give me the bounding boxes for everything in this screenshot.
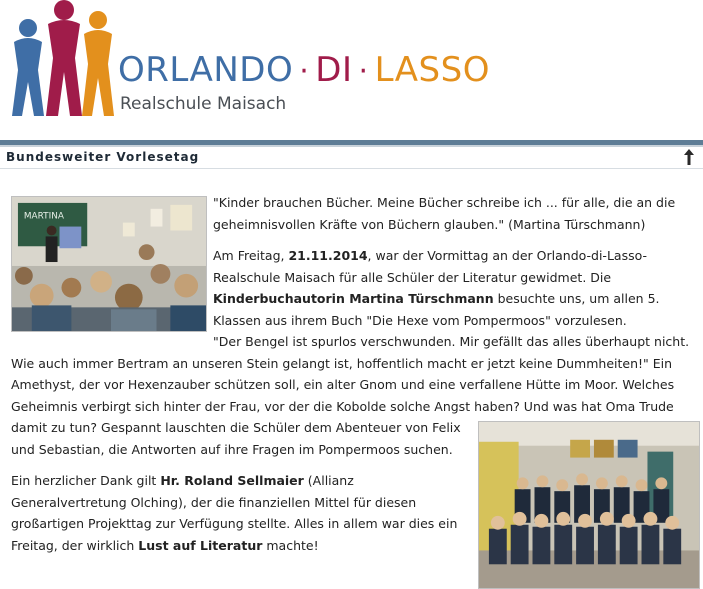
logo-word-orlando: ORLANDO	[118, 50, 294, 90]
school-name-logo[interactable]	[118, 48, 490, 92]
school-logo-figures-icon[interactable]	[8, 0, 116, 120]
logo-separator: ·	[299, 54, 310, 89]
author-quote: "Kinder brauchen Bücher. Meine Bücher schreibe ich ... für alle, die an die geheimnisvollen Kräfte von Büchern glauben." (Martina Türschmann)	[213, 195, 676, 232]
event-date: 21.11.2014	[288, 248, 368, 263]
site-header	[0, 0, 703, 140]
group-photo[interactable]	[478, 421, 700, 589]
text: besuchte uns, um allen 5. Klassen aus ihrem Buch "Die Hexe vom Pompermoos" vorzulesen.	[213, 291, 660, 328]
text: machte!	[262, 537, 319, 553]
sponsor-name: Hr. Roland Sellmaier	[160, 473, 304, 488]
book-excerpt: "Der Bengel ist spurlos verschwunden. Mir gefällt das alles überhaupt nicht. Wie auch immer Bertram an unseren Stein gelangt ist, hoffentlich macht er jetzt keine Dummheiten!" Ein Amethyst, der vor Hexenzauber schützen soll, ein alter Gnom und eine verfallene Hütte im Moor. Welches Geheimnis verbirgt sich hinter der Frau, vor der die Kobolde solche Angst haben? Und was hat Oma Trude damit zu tun?	[11, 334, 690, 435]
section-bar-highlight	[0, 145, 703, 147]
author-reading-photo[interactable]	[11, 196, 207, 332]
text: Ein herzlicher Dank gilt	[11, 473, 161, 488]
school-subtitle: Realschule Maisach	[120, 94, 287, 114]
section-title: Bundesweiter Vorlesetag	[6, 150, 200, 164]
text: Am Freitag,	[213, 248, 289, 263]
board-text: MARTINA	[23, 211, 64, 222]
logo-word-di: DI	[315, 50, 353, 90]
logo-separator: ·	[358, 54, 369, 89]
article-body	[11, 192, 701, 589]
arrow-up-icon[interactable]	[683, 148, 695, 166]
highlight-phrase: Lust auf Literatur	[138, 537, 263, 553]
author-name: Kinderbuchautorin Martina Türschmann	[213, 291, 494, 306]
text: , war der Vormittag an der Orlando-di-Lasso-Realschule Maisach für alle Schüler der Literatur gewidmet. Die	[213, 248, 647, 285]
text: (Allianz Generalvertretung Olching), der die finanziellen Mittel für diesen großartigen Projekttag zur Verfügung stellte. Alles in allem war dies ein Freitag, der wirklich	[11, 473, 458, 553]
logo-word-lasso: LASSO	[374, 50, 490, 90]
section-divider	[0, 168, 703, 169]
text: Gespannt lauschten die Schüler dem Abenteuer von Felix und Sebastian, die Antworten auf ihre Fragen im Pompermoos suchen.	[11, 420, 461, 457]
